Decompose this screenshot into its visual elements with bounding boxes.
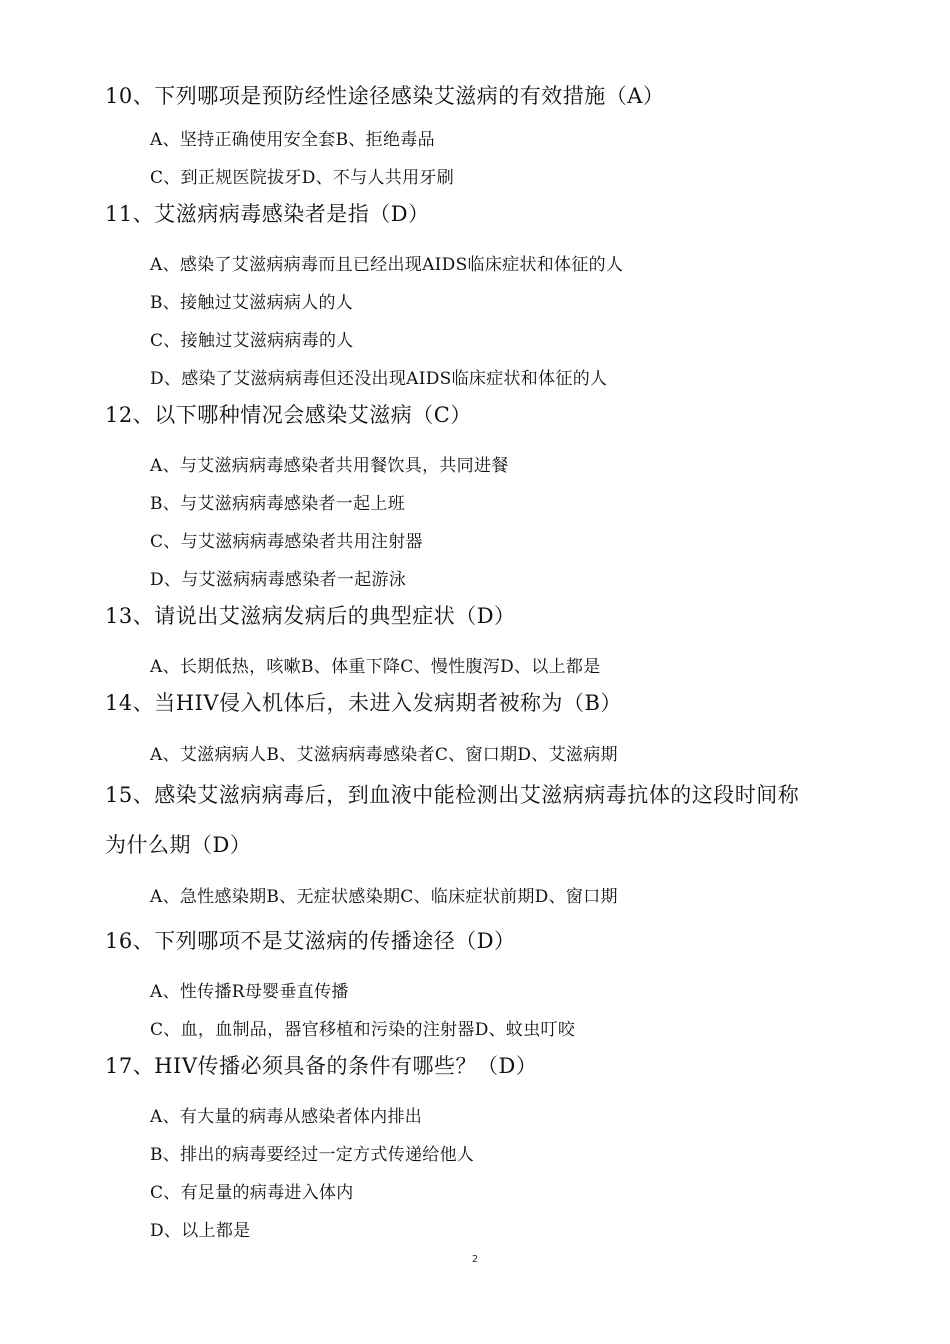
option-17-c: C、有足量的病毒进入体内 — [150, 1183, 354, 1203]
option-12-c: C、与艾滋病病毒感染者共用注射器 — [150, 532, 423, 552]
question-16: 16、下列哪项不是艾滋病的传播途径（D） — [105, 929, 516, 953]
question-13: 13、请说出艾滋病发病后的典型症状（D） — [105, 604, 516, 628]
option-11-c: C、接触过艾滋病病毒的人 — [150, 331, 354, 351]
question-17: 17、HIV传播必须具备的条件有哪些？（D） — [105, 1054, 538, 1078]
option-16-a: A、性传播R母婴垂直传播 — [150, 982, 349, 1002]
option-17-a: A、有大量的病毒从感染者体内排出 — [150, 1107, 423, 1127]
option-15-a: A、急性感染期B、无症状感染期C、临床症状前期D、窗口期 — [150, 887, 618, 907]
option-12-b: B、与艾滋病病毒感染者一起上班 — [150, 494, 405, 514]
question-15: 15、感染艾滋病病毒后，到血液中能检测出艾滋病病毒抗体的这段时间称 — [105, 783, 800, 807]
option-11-d: D、感染了艾滋病病毒但还没出现AIDS临床症状和体征的人 — [150, 369, 608, 389]
question-14: 14、当HIV侵入机体后，未进入发病期者被称为（B） — [105, 691, 622, 715]
option-17-b: B、排出的病毒要经过一定方式传递给他人 — [150, 1145, 475, 1165]
option-11-b: B、接触过艾滋病病人的人 — [150, 293, 354, 313]
question-15-continuation: 为什么期（D） — [105, 833, 252, 857]
option-12-d: D、与艾滋病病毒感染者一起游泳 — [150, 570, 407, 590]
question-10: 10、下列哪项是预防经性途径感染艾滋病的有效措施（A） — [105, 84, 665, 108]
option-14-a: A、艾滋病病人B、艾滋病病毒感染者C、窗口期D、艾滋病期 — [150, 745, 618, 765]
option-16-c: C、血，血制品，器官移植和污染的注射器D、蚊虫叮咬 — [150, 1020, 576, 1040]
page-number: 2 — [471, 1254, 479, 1265]
option-12-a: A、与艾滋病病毒感染者共用餐饮具，共同进餐 — [150, 456, 509, 476]
option-13-a: A、长期低热，咳嗽B、体重下降C、慢性腹泻D、以上都是 — [150, 657, 601, 677]
option-10-c: C、到正规医院拔牙D、不与人共用牙刷 — [150, 168, 455, 188]
question-12: 12、以下哪种情况会感染艾滋病（C） — [105, 403, 472, 427]
question-11: 11、艾滋病病毒感染者是指（D） — [105, 202, 430, 226]
option-10-a: A、坚持正确使用安全套B、拒绝毒品 — [150, 130, 435, 150]
option-11-a: A、感染了艾滋病病毒而且已经出现AIDS临床症状和体征的人 — [150, 255, 624, 275]
option-17-d: D、以上都是 — [150, 1221, 251, 1241]
